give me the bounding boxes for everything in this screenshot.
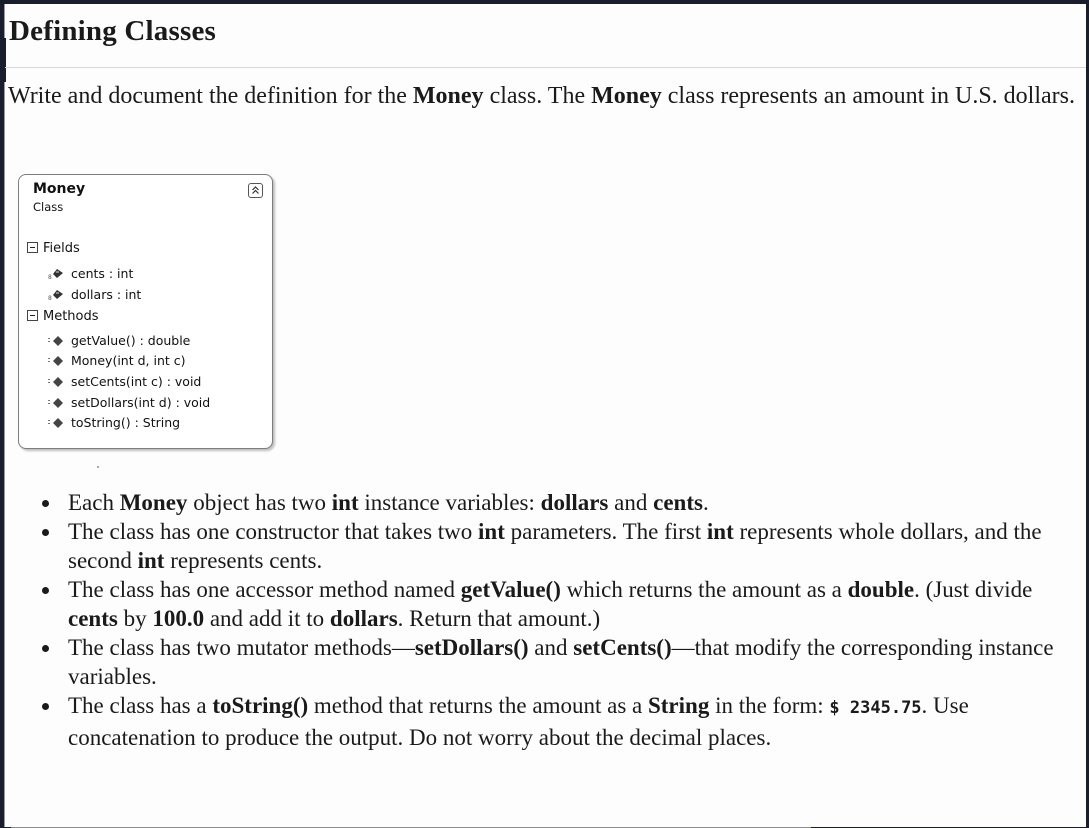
list-text: by [117, 606, 153, 631]
list-keyword: String [647, 693, 710, 718]
method-text: setDollars(int d) : void [71, 395, 211, 410]
list-keyword: setDollars() [414, 635, 529, 660]
list-text: . (Just divide [914, 577, 1033, 602]
list-keyword: int [478, 519, 505, 544]
intro-text: class represents an amount in U.S. dollars. [661, 83, 1075, 109]
list-text: Each [68, 490, 120, 515]
collapse-minus-icon[interactable] [27, 242, 38, 253]
list-text: and add it to [204, 606, 330, 631]
method-text: toString() : String [71, 415, 181, 430]
list-text: represents cents. [164, 548, 323, 573]
class-kind: Class [33, 200, 64, 214]
method-icon [47, 417, 65, 429]
list-keyword: double [847, 577, 915, 602]
method-icon [47, 355, 65, 367]
intro-text: Write and document the definition for the [8, 83, 413, 109]
field-item[interactable] [47, 287, 141, 302]
list-keyword: setCents() [573, 635, 672, 660]
title-divider [5, 67, 1086, 68]
class-diagram[interactable] [18, 174, 273, 449]
intro-keyword: Money [412, 83, 484, 109]
list-keyword: int [331, 490, 359, 515]
collapse-button[interactable] [248, 183, 263, 198]
method-text: getValue() : double [71, 333, 191, 348]
fields-section-header[interactable] [27, 241, 80, 256]
chevron-double-up-icon [249, 184, 262, 197]
list-keyword: dollars [540, 490, 609, 515]
method-item[interactable] [47, 395, 210, 410]
list-text: and [528, 635, 574, 660]
list-text: in the form: [709, 693, 830, 718]
methods-label: Methods [43, 309, 99, 324]
code-sample: $ 2345.75 [829, 698, 922, 718]
method-item[interactable] [47, 415, 180, 430]
method-item[interactable] [47, 333, 190, 348]
method-item[interactable] [47, 353, 186, 368]
list-text: The class has one constructor that takes two [68, 519, 479, 544]
stray-mark [97, 466, 99, 468]
list-text: which returns the amount as a [560, 577, 848, 602]
list-keyword: int [706, 519, 734, 544]
field-item[interactable] [47, 266, 133, 281]
private-field-icon [47, 289, 65, 301]
list-text: and [608, 490, 654, 515]
class-name: Money [33, 181, 86, 197]
list-item [40, 517, 1080, 575]
list-keyword: Money [119, 490, 188, 515]
list-item [40, 633, 1080, 691]
list-keyword: int [137, 548, 165, 573]
document-page [4, 4, 1086, 827]
list-text: . Use concatenation to produce the output. Do not worry about the decimal places. [68, 693, 969, 750]
list-keyword: toString() [212, 693, 309, 718]
page-title: Defining Classes [9, 15, 217, 47]
list-keyword: cents [653, 490, 703, 515]
list-text: represents whole dollars, and the second [68, 519, 1042, 573]
left-edge-marker [1, 38, 6, 82]
method-text: setCents(int c) : void [71, 374, 202, 389]
private-field-icon [47, 268, 65, 280]
list-text: The class has a [68, 693, 213, 718]
list-keyword: 100.0 [152, 606, 205, 631]
list-text: . Return that amount.) [397, 606, 601, 631]
method-icon [47, 397, 65, 409]
method-item[interactable] [47, 374, 201, 389]
intro-text: class. The [483, 83, 592, 109]
methods-section-header[interactable] [27, 309, 99, 324]
list-text: object has two [187, 490, 332, 515]
method-text: Money(int d, int c) [71, 353, 186, 368]
list-text: The class has one accessor method named [68, 577, 461, 602]
intro-keyword: Money [591, 83, 662, 109]
list-text: The class has two mutator methods— [68, 635, 415, 660]
intro-paragraph [8, 82, 1078, 111]
svg-text:8: 8 [48, 273, 52, 280]
field-text: cents : int [71, 266, 134, 281]
list-text: . [702, 490, 709, 515]
requirements-list [40, 488, 1080, 752]
fields-label: Fields [43, 241, 80, 256]
field-text: dollars : int [71, 287, 142, 302]
list-keyword: dollars [329, 606, 398, 631]
svg-text:8: 8 [48, 294, 52, 301]
list-item [40, 488, 1080, 517]
collapse-minus-icon[interactable] [27, 310, 38, 321]
list-text: parameters. The first [504, 519, 707, 544]
method-icon [47, 376, 65, 388]
list-item [40, 575, 1080, 633]
list-text: method that returns the amount as a [308, 693, 648, 718]
list-item [40, 691, 1080, 752]
list-text: —that modify the corresponding instance variables. [68, 635, 1054, 689]
list-keyword: getValue() [460, 577, 561, 602]
list-keyword: cents [68, 606, 118, 631]
list-text: instance variables: [358, 490, 541, 515]
method-icon [47, 335, 65, 347]
